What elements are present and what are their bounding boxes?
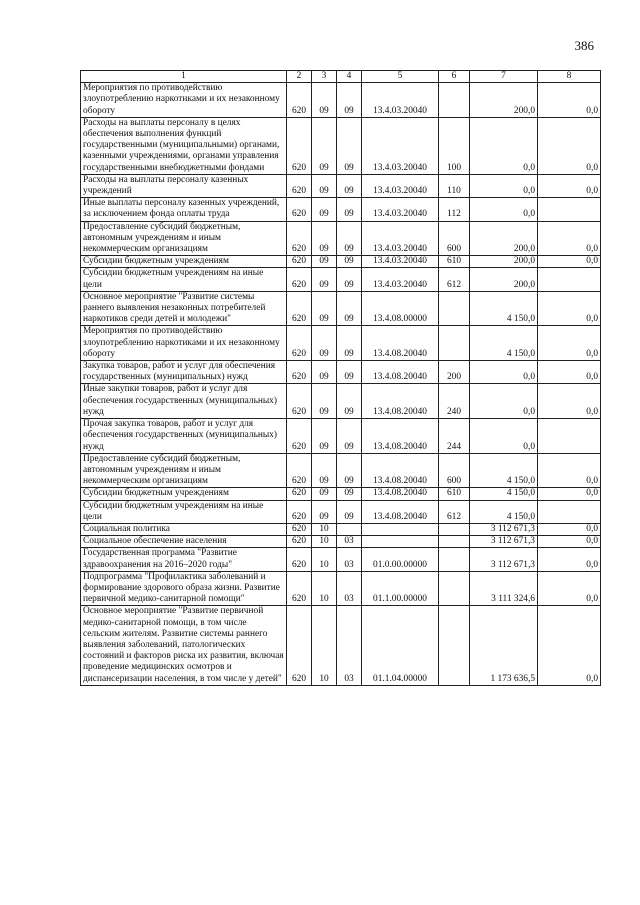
subsection-code-cell: 09 [337,221,362,256]
ministry-code-cell: 620 [287,488,312,500]
table-row [81,198,601,221]
subsection-code-cell: 09 [337,83,362,118]
amount-2-cell [538,268,601,291]
amount-cell: 4 150,0 [470,453,538,488]
ministry-code-cell: 620 [287,326,312,361]
subsection-code-cell: 09 [337,419,362,454]
target-article-cell: 13.4.03.20040 [362,174,439,197]
section-code-cell: 09 [312,453,337,488]
section-code-cell: 10 [312,536,337,548]
ministry-code-cell: 620 [287,606,312,685]
section-code-cell: 10 [312,571,337,606]
table-header-row [81,71,601,83]
subsection-code-cell: 09 [337,361,362,384]
table-row [81,419,601,454]
table-row [81,384,601,419]
table-row [81,523,601,535]
amount-cell: 4 150,0 [470,326,538,361]
table-row [81,326,601,361]
section-code-cell: 09 [312,268,337,291]
table-row [81,453,601,488]
row-name-cell: Субсидии бюджетным учреждениям на иные цели [81,268,287,291]
amount-cell: 0,0 [470,198,538,221]
table-row [81,536,601,548]
ministry-code-cell: 620 [287,548,312,571]
target-article-cell [362,523,439,535]
amount-2-cell: 0,0 [538,291,601,326]
section-code-cell: 09 [312,83,337,118]
amount-cell: 0,0 [470,384,538,419]
subsection-code-cell: 09 [337,453,362,488]
expense-type-cell: 110 [439,174,470,197]
table-row [81,174,601,197]
section-code-cell: 09 [312,221,337,256]
expense-type-cell [439,606,470,685]
expense-type-cell [439,83,470,118]
amount-cell: 0,0 [470,174,538,197]
section-code-cell: 09 [312,488,337,500]
row-name-cell: Прочая закупка товаров, работ и услуг для обеспечения государственных (муниципальных) нужд [81,419,287,454]
ministry-code-cell: 620 [287,291,312,326]
amount-cell: 4 150,0 [470,500,538,523]
expense-type-cell: 610 [439,488,470,500]
target-article-cell: 13.4.08.20040 [362,361,439,384]
row-name-cell: Закупка товаров, работ и услуг для обеспечения государственных (муниципальных) нужд [81,361,287,384]
amount-2-cell: 0,0 [538,536,601,548]
target-article-cell: 01.0.00.00000 [362,548,439,571]
ministry-code-cell: 620 [287,268,312,291]
header-cell: 7 [470,71,538,83]
row-name-cell: Субсидии бюджетным учреждениям [81,256,287,268]
amount-cell: 3 112 671,3 [470,548,538,571]
section-code-cell: 10 [312,523,337,535]
section-code-cell: 09 [312,256,337,268]
section-code-cell: 09 [312,174,337,197]
row-name-cell: Социальное обеспечение населения [81,536,287,548]
amount-cell: 3 112 671,3 [470,536,538,548]
row-name-cell: Расходы на выплаты персоналу в целях обеспечения выполнения функций государственными (муниципальными) органами, казенными учреждениями, органами управления государственными внебюджетными фондами [81,117,287,174]
amount-cell: 200,0 [470,256,538,268]
subsection-code-cell: 03 [337,571,362,606]
table-row [81,221,601,256]
table-row [81,291,601,326]
ministry-code-cell: 620 [287,571,312,606]
amount-2-cell: 0,0 [538,523,601,535]
target-article-cell: 13.4.03.20040 [362,117,439,174]
table-row [81,606,601,685]
table-row [81,117,601,174]
row-name-cell: Расходы на выплаты персоналу казенных учреждений [81,174,287,197]
subsection-code-cell: 09 [337,256,362,268]
expense-type-cell: 610 [439,256,470,268]
amount-2-cell: 0,0 [538,571,601,606]
section-code-cell: 09 [312,384,337,419]
subsection-code-cell: 09 [337,488,362,500]
table-row [81,268,601,291]
section-code-cell: 09 [312,361,337,384]
target-article-cell: 13.4.03.20040 [362,221,439,256]
amount-2-cell: 0,0 [538,83,601,118]
subsection-code-cell [337,523,362,535]
expense-type-cell: 100 [439,117,470,174]
amount-cell: 200,0 [470,221,538,256]
section-code-cell: 10 [312,548,337,571]
row-name-cell: Государственная программа "Развитие здравоохранения на 2016–2020 годы" [81,548,287,571]
table-row [81,256,601,268]
section-code-cell: 09 [312,326,337,361]
budget-table [80,70,601,686]
ministry-code-cell: 620 [287,256,312,268]
table-row [81,83,601,118]
amount-2-cell: 0,0 [538,453,601,488]
amount-2-cell: 0,0 [538,174,601,197]
ministry-code-cell: 620 [287,221,312,256]
amount-2-cell: 0,0 [538,606,601,685]
ministry-code-cell: 620 [287,174,312,197]
row-name-cell: Предоставление субсидий бюджетным, автономным учреждениям и иным некоммерческим организациям [81,453,287,488]
subsection-code-cell: 09 [337,198,362,221]
subsection-code-cell: 09 [337,174,362,197]
ministry-code-cell: 620 [287,361,312,384]
expense-type-cell [439,548,470,571]
expense-type-cell [439,571,470,606]
ministry-code-cell: 620 [287,117,312,174]
amount-2-cell [538,500,601,523]
amount-2-cell: 0,0 [538,326,601,361]
amount-cell: 1 173 636,5 [470,606,538,685]
subsection-code-cell: 09 [337,117,362,174]
table-row [81,548,601,571]
target-article-cell: 13.4.08.20040 [362,488,439,500]
expense-type-cell [439,291,470,326]
target-article-cell: 13.4.03.20040 [362,83,439,118]
expense-type-cell [439,536,470,548]
section-code-cell: 09 [312,291,337,326]
expense-type-cell: 600 [439,221,470,256]
target-article-cell: 13.4.08.20040 [362,419,439,454]
row-name-cell: Основное мероприятие "Развитие системы раннего выявления незаконных потребителей наркотиков среди детей и молодежи" [81,291,287,326]
row-name-cell: Субсидии бюджетным учреждениям [81,488,287,500]
ministry-code-cell: 620 [287,198,312,221]
subsection-code-cell: 09 [337,291,362,326]
amount-2-cell [538,419,601,454]
table-row [81,361,601,384]
page-number: 386 [574,38,594,53]
expense-type-cell: 200 [439,361,470,384]
subsection-code-cell: 09 [337,268,362,291]
expense-type-cell [439,326,470,361]
target-article-cell: 13.4.08.20040 [362,384,439,419]
amount-cell: 0,0 [470,419,538,454]
ministry-code-cell: 620 [287,536,312,548]
row-name-cell: Предоставление субсидий бюджетным, автономным учреждениям и иным некоммерческим организациям [81,221,287,256]
subsection-code-cell: 03 [337,606,362,685]
target-article-cell: 13.4.08.20040 [362,453,439,488]
header-cell: 2 [287,71,312,83]
expense-type-cell: 240 [439,384,470,419]
subsection-code-cell: 03 [337,548,362,571]
ministry-code-cell: 620 [287,419,312,454]
row-name-cell: Мероприятия по противодействию злоупотреблению наркотиками и их незаконному обороту [81,83,287,118]
expense-type-cell: 600 [439,453,470,488]
amount-2-cell: 0,0 [538,256,601,268]
amount-cell: 3 111 324,6 [470,571,538,606]
target-article-cell: 13.4.08.20040 [362,326,439,361]
expense-type-cell: 612 [439,268,470,291]
ministry-code-cell: 620 [287,500,312,523]
target-article-cell: 13.4.08.00000 [362,291,439,326]
amount-cell: 200,0 [470,83,538,118]
row-name-cell: Иные выплаты персоналу казенных учреждений, за исключением фонда оплаты труда [81,198,287,221]
table-row [81,500,601,523]
target-article-cell: 01.1.04.00000 [362,606,439,685]
target-article-cell: 13.4.03.20040 [362,256,439,268]
header-cell: 5 [362,71,439,83]
subsection-code-cell: 03 [337,536,362,548]
expense-type-cell: 112 [439,198,470,221]
amount-2-cell: 0,0 [538,548,601,571]
table-row [81,571,601,606]
section-code-cell: 09 [312,117,337,174]
amount-cell: 0,0 [470,361,538,384]
amount-cell: 200,0 [470,268,538,291]
amount-2-cell: 0,0 [538,384,601,419]
header-cell: 4 [337,71,362,83]
section-code-cell: 10 [312,606,337,685]
amount-2-cell: 0,0 [538,488,601,500]
header-cell: 3 [312,71,337,83]
target-article-cell: 13.4.03.20040 [362,268,439,291]
amount-2-cell: 0,0 [538,361,601,384]
amount-cell: 0,0 [470,117,538,174]
header-cell: 6 [439,71,470,83]
amount-2-cell: 0,0 [538,221,601,256]
amount-cell: 4 150,0 [470,291,538,326]
section-code-cell: 09 [312,500,337,523]
row-name-cell: Социальная политика [81,523,287,535]
target-article-cell: 01.1.00.00000 [362,571,439,606]
subsection-code-cell: 09 [337,500,362,523]
header-cell: 1 [81,71,287,83]
row-name-cell: Субсидии бюджетным учреждениям на иные цели [81,500,287,523]
amount-2-cell [538,198,601,221]
ministry-code-cell: 620 [287,453,312,488]
amount-cell: 3 112 671,3 [470,523,538,535]
amount-2-cell: 0,0 [538,117,601,174]
expense-type-cell: 244 [439,419,470,454]
row-name-cell: Подпрограмма "Профилактика заболеваний и формирование здорового образа жизни. Развитие первичной медико-санитарной помощи" [81,571,287,606]
ministry-code-cell: 620 [287,384,312,419]
expense-type-cell: 612 [439,500,470,523]
header-cell: 8 [538,71,601,83]
target-article-cell [362,536,439,548]
expense-type-cell [439,523,470,535]
table-row [81,488,601,500]
section-code-cell: 09 [312,419,337,454]
target-article-cell: 13.4.03.20040 [362,198,439,221]
ministry-code-cell: 620 [287,83,312,118]
subsection-code-cell: 09 [337,384,362,419]
subsection-code-cell: 09 [337,326,362,361]
row-name-cell: Мероприятия по противодействию злоупотреблению наркотиками и их незаконному обороту [81,326,287,361]
row-name-cell: Основное мероприятие "Развитие первичной медико-санитарной помощи, в том числе сельским жителям. Развитие системы раннего выявления заболеваний, патологических состояний и факторов риска их развития, включая проведение медицинских осмотров и диспансеризации населения, в том числе у детей" [81,606,287,685]
target-article-cell: 13.4.08.20040 [362,500,439,523]
ministry-code-cell: 620 [287,523,312,535]
amount-cell: 4 150,0 [470,488,538,500]
section-code-cell: 09 [312,198,337,221]
row-name-cell: Иные закупки товаров, работ и услуг для обеспечения государственных (муниципальных) нужд [81,384,287,419]
